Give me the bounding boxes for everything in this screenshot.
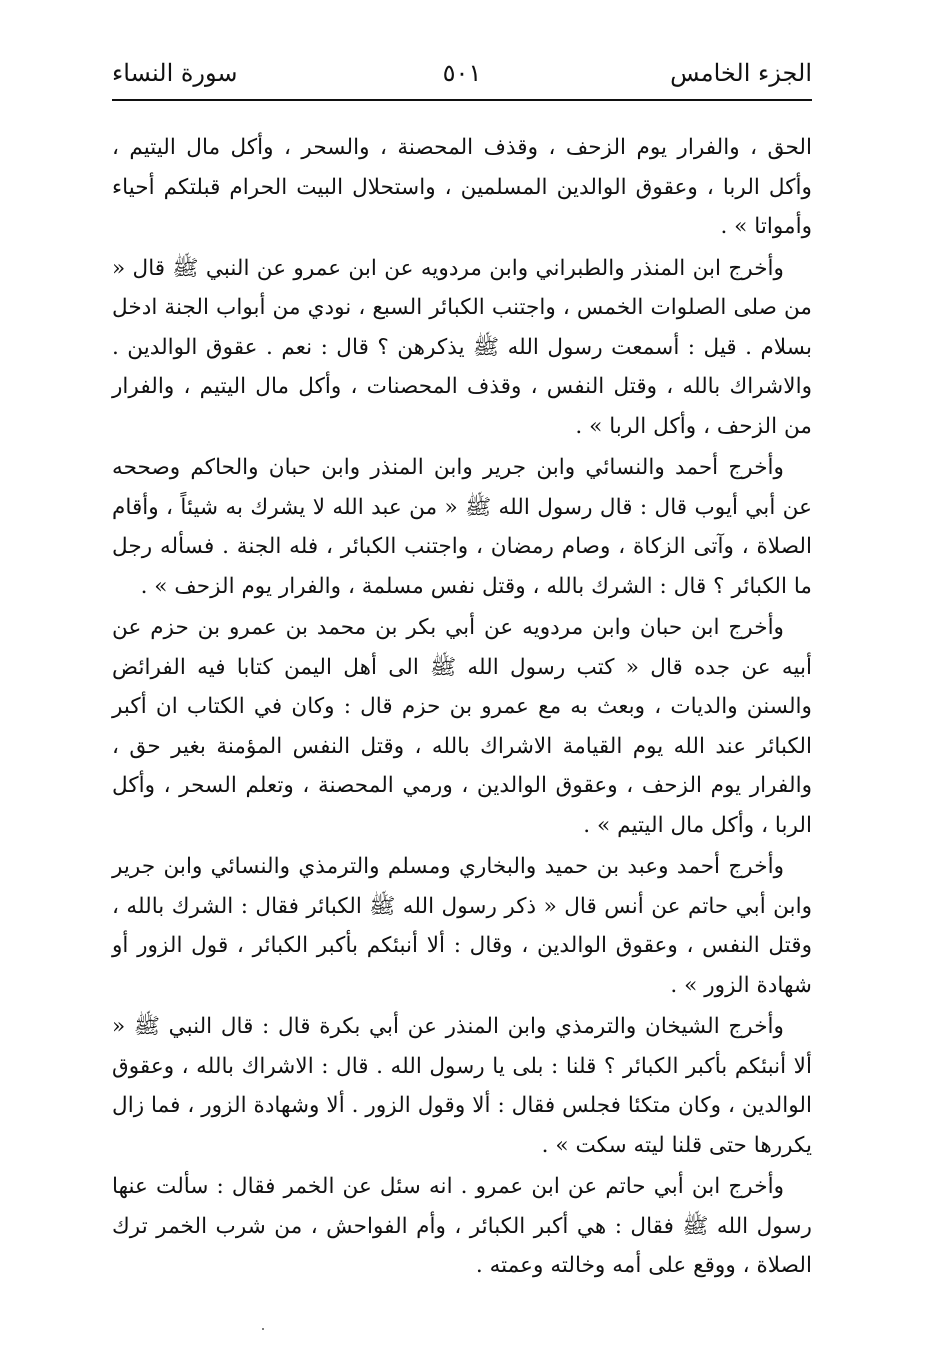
page-number: ٥٠١ — [442, 59, 482, 87]
surah-title: سورة النساء — [112, 59, 238, 87]
paragraph-6: وأخرج الشيخان والترمذي وابن المنذر عن أبي بكرة قال : قال النبي ﷺ « ألا أنبئكم بأكبر الكبائر ؟ قلنا : بلى يا رسول الله . قال : الاشراك بالله ، وعقوق الوالدين ، وكان متكئا فجلس فقال : ألا وقول الزور . ألا وشهادة الزور ، فما زال يكررها حتى قلنا ليته سكت » . — [112, 1014, 812, 1158]
part-title: الجزء الخامس — [670, 59, 812, 87]
header-divider — [112, 99, 812, 101]
paragraph-4: وأخرج ابن حبان وابن مردويه عن أبي بكر بن محمد بن عمرو بن حزم عن أبيه عن جده قال « كتب رسول الله ﷺ الى أهل اليمن كتابا فيه الفرائض والسنن والديات ، وبعث به مع عمرو بن حزم قال : وكان في الكتاب ان أكبر الكبائر عند الله يوم القيامة الاشراك بالله ، وقتل النفس المؤمنة بغير حق ، والفرار يوم الزحف ، وعقوق الوالدين ، ورمي المحصنة ، وتعلم السحر ، وأكل الربا ، وأكل مال اليتيم » . — [112, 615, 812, 838]
page-body — [112, 128, 812, 1286]
paragraph-5: وأخرج أحمد وعبد بن حميد والبخاري ومسلم والترمذي والنسائي وابن جرير وابن أبي حاتم عن أنس قال « ذكر رسول الله ﷺ الكبائر فقال : الشرك بالله ، وقتل النفس ، وعقوق الوالدين ، وقال : ألا أنبئكم بأكبر الكبائر ، قول الزور أو شهادة الزور » . — [112, 854, 812, 998]
paragraph-3: وأخرج أحمد والنسائي وابن جرير وابن المنذر وابن حبان والحاكم وصححه عن أبي أيوب قال : قال رسول الله ﷺ « من عبد الله لا يشرك به شيئاً ، وأقام الصلاة ، وآتى الزكاة ، وصام رمضان ، واجتنب الكبائر ، فله الجنة . فسأله رجل ما الكبائر ؟ قال : الشرك بالله ، وقتل نفس مسلمة ، والفرار يوم الزحف » . — [112, 455, 812, 599]
paragraph-2: وأخرج ابن المنذر والطبراني وابن مردويه عن ابن عمرو عن النبي ﷺ قال « من صلى الصلوات الخمس ، واجتنب الكبائر السبع ، نودي من أبواب الجنة ادخل بسلام . قيل : أسمعت رسول الله ﷺ يذكرهن ؟ قال : نعم . عقوق الوالدين . والاشراك بالله ، وقتل النفس ، وقذف المحصنات ، وأكل مال اليتيم ، والفرار من الزحف ، وأكل الربا » . — [112, 255, 812, 439]
page-header — [112, 52, 812, 96]
paragraph-7: وأخرج ابن أبي حاتم عن ابن عمرو . انه سئل عن الخمر فقال : سألت عنها رسول الله ﷺ فقال : هي أكبر الكبائر ، وأم الفواحش ، من شرب الخمر ترك الصلاة ، ووقع على أمه وخالته وعمته . — [112, 1174, 812, 1278]
paragraph-1: الحق ، والفرار يوم الزحف ، وقذف المحصنة ، والسحر ، وأكل مال اليتيم ، وأكل الربا ، وعقوق الوالدين المسلمين ، واستحلال البيت الحرام قبلتكم أحياء وأمواتا » . — [112, 135, 812, 239]
scan-speck — [262, 1328, 264, 1330]
